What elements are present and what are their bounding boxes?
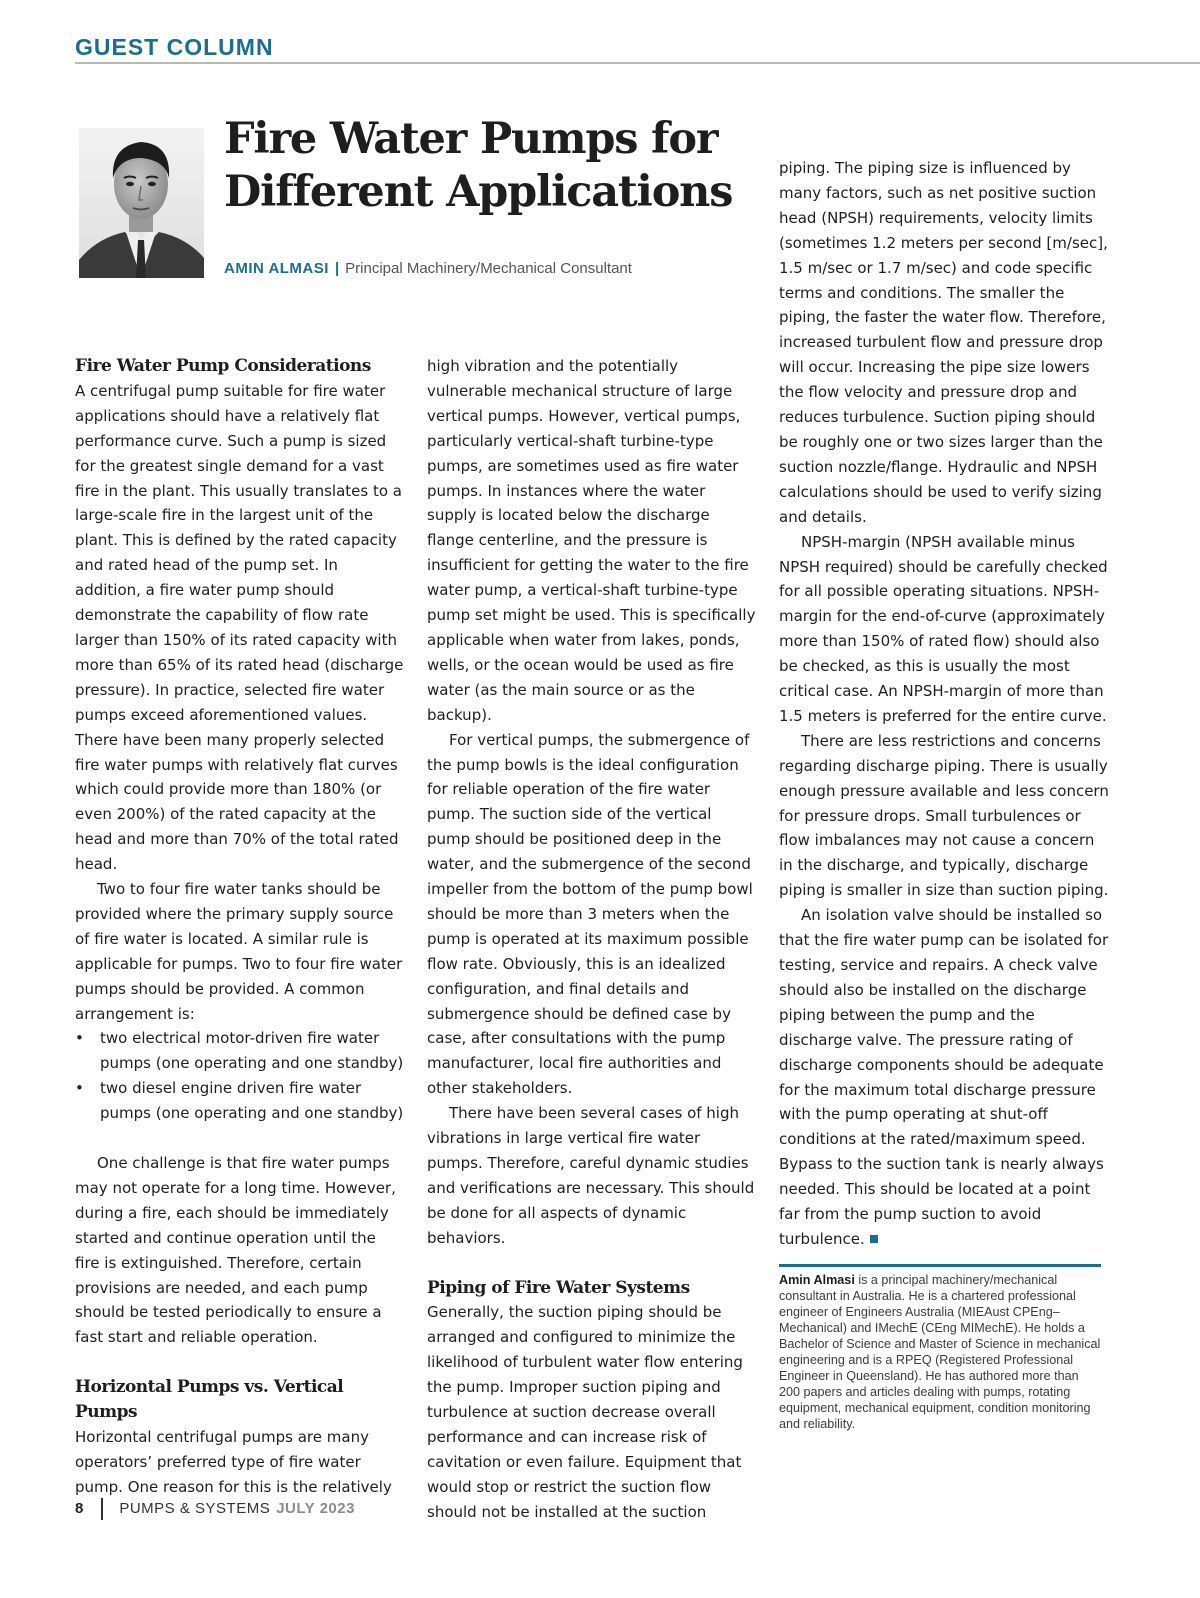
header-divider — [75, 62, 1200, 64]
paragraph: NPSH-margin (NPSH available minus NPSH required) should be carefully checked for all possible operating situations. NPSH-margin for the end-of-curve (approximately more than 150% of rated flow) should also be checked, as this is usually the most critical case. An NPSH-margin of more than 1.5 meters is preferred for the entire curve. — [779, 532, 1108, 725]
bullet-list — [75, 1026, 405, 1126]
author-bio — [779, 1272, 1102, 1432]
bullet-icon: • — [75, 1079, 84, 1098]
heading-pump-considerations: Fire Water Pump Considerations — [75, 356, 371, 376]
paragraph: There have been several cases of high vibrations in large vertical fire water pumps. Therefore, careful dynamic studies and verifications are necessary. This should be done for all aspects of dynamic behaviors. — [427, 1104, 755, 1247]
issue-date: JULY 2023 — [276, 1500, 355, 1517]
list-item — [75, 1026, 405, 1076]
section-label: GUEST COLUMN — [75, 34, 274, 60]
paragraph: Horizontal centrifugal pumps are many operators’ preferred type of fire water pump. One reason for this is the relatively — [75, 1427, 392, 1496]
column-2 — [427, 354, 757, 1525]
bullet-icon: • — [75, 1029, 84, 1048]
author-name: AMIN ALMASI — [224, 260, 329, 277]
paragraph: There are less restrictions and concerns regarding discharge piping. There is usually enough pressure available and less concern for pressure drops. Small turbulences or flow imbalances may not cause a concern in the discharge, and typically, discharge piping is smaller in size than suction piping. — [779, 731, 1109, 900]
paragraph: For vertical pumps, the submergence of the pump bowls is the ideal configuration for reliable operation of the fire water pump. The suction side of the vertical pump should be positioned deep in the water, and the submergence of the second impeller from the bottom of the pump bowl should be more than 3 meters when the pump is operated at its maximum possible flow rate. Obviously, this is an idealized configuration, and final details and submergence should be defined case by case, after consultations with the pump manufacturer, local fire authorities and other stakeholders. — [427, 730, 753, 1098]
paragraph: piping. The piping size is influenced by many factors, such as net positive suction head (NPSH) requirements, velocity limits (sometimes 1.2 meters per second [m/sec], 1.5 m/sec or 1.7 m/sec) and code specific terms and conditions. The smaller the piping, the faster the water flow. Therefore, increased turbulent flow and pressure drop will occur. Increasing the pipe size lowers the flow velocity and pressure drop and reduces turbulence. Suction piping should be roughly one or two sizes larger than the suction nozzle/flange. Hydraulic and NPSH calculations should be used to verify sizing and details. — [779, 159, 1108, 526]
bio-author-name: Amin Almasi — [779, 1273, 855, 1287]
column-3 — [779, 156, 1109, 1252]
paragraph-text: An isolation valve should be installed so that the fire water pump can be isolated for testing, service and repairs. A check valve should also be installed on the discharge piping between the pump and the discharge valve. The pressure rating of discharge components should be adequate for the maximum total discharge pressure with the pump operating at shut-off conditions at the rated/maximum speed. Bypass to the suction tank is nearly always needed. This should be located at a point far from the pump suction to avoid turbulence. — [779, 906, 1109, 1248]
page-footer — [75, 1497, 355, 1521]
end-of-article-icon — [870, 1235, 878, 1243]
column-1 — [75, 354, 405, 1500]
byline-separator: | — [334, 260, 340, 277]
heading-horizontal-vs-vertical: Horizontal Pumps vs. Vertical Pumps — [75, 1377, 344, 1423]
page-number: 8 — [75, 1500, 84, 1517]
paragraph: Two to four fire water tanks should be provided where the primary supply source of fire water is located. A similar rule is applicable for pumps. Two to four fire water pumps should be provided. A common arrangement is: — [75, 880, 403, 1023]
list-item-text: two diesel engine driven fire water pumps (one operating and one standby) — [100, 1079, 404, 1123]
article-title — [224, 113, 732, 219]
paragraph: Generally, the suction piping should be arranged and configured to minimize the likelihood of turbulent water flow entering the pump. Improper suction piping and turbulence at suction decrease overall performance and can increase risk of cavitation or even failure. Equipment that would stop or restrict the suction flow should not be installed at the suction — [427, 1303, 743, 1521]
heading-piping: Piping of Fire Water Systems — [427, 1277, 690, 1298]
bio-text: is a principal machinery/mechanical consultant in Australia. He is a chartered professional engineer of Engineers Australia (MIEAust CPEng–Mechanical) and IMechE (CEng MIMechE). He holds a Bachelor of Science and Master of Science in mechanical engineering and is a RPEQ (Registered Professional Engineer in Queensland). He has authored more than 200 papers and articles dealing with pumps, rotating equipment, mechanical equipment, condition monitoring and reliability. — [779, 1273, 1101, 1431]
byline — [224, 260, 632, 277]
list-item-text: two electrical motor-driven fire water pumps (one operating and one standby) — [100, 1029, 404, 1073]
magazine-name: PUMPS & SYSTEMS — [119, 1500, 271, 1517]
bio-divider — [779, 1264, 1101, 1267]
author-role: Principal Machinery/Mechanical Consultant — [345, 260, 632, 277]
paragraph: One challenge is that fire water pumps may not operate for a long time. However, during a fire, each should be immediately started and continue operation until the fire is extinguished. Therefore, certain provisions are needed, and each pump should be tested periodically to ensure a fast start and reliable operation. — [75, 1153, 396, 1347]
footer-divider — [101, 1498, 103, 1520]
paragraph — [779, 903, 1109, 1252]
paragraph: A centrifugal pump suitable for fire water applications should have a relatively flat performance curve. Such a pump is sized for the greatest single demand for a vast fire in the plant. This usually translates to a large-scale fire in the largest unit of the plant. This is defined by the rated capacity and rated head of the pump set. In addition, a fire water pump should demonstrate the capability of flow rate larger than 150% of its rated capacity with more than 65% of its rated head (discharge pressure). In practice, selected fire water pumps exceed aforementioned values. There have been many properly selected fire water pumps with relatively flat curves which could provide more than 180% (or even 200%) of the rated capacity at the head and more than 70% of the total rated head. — [75, 381, 404, 874]
author-portrait — [79, 128, 204, 278]
paragraph: high vibration and the potentially vulnerable mechanical structure of large vertical pumps. However, vertical pumps, particularly vertical-shaft turbine-type pumps, are sometimes used as fire water pumps. In instances where the water supply is located below the discharge flange centerline, and the pressure is insufficient for getting the water to the fire water pump, a vertical-shaft turbine-type pump set might be used. This is specifically applicable when water from lakes, ponds, wells, or the ocean would be used as fire water (as the main source or as the backup). — [427, 357, 756, 724]
title-line-2: Different Applications — [224, 167, 733, 217]
title-line-1: Fire Water Pumps for — [224, 114, 718, 164]
list-item — [75, 1076, 405, 1126]
